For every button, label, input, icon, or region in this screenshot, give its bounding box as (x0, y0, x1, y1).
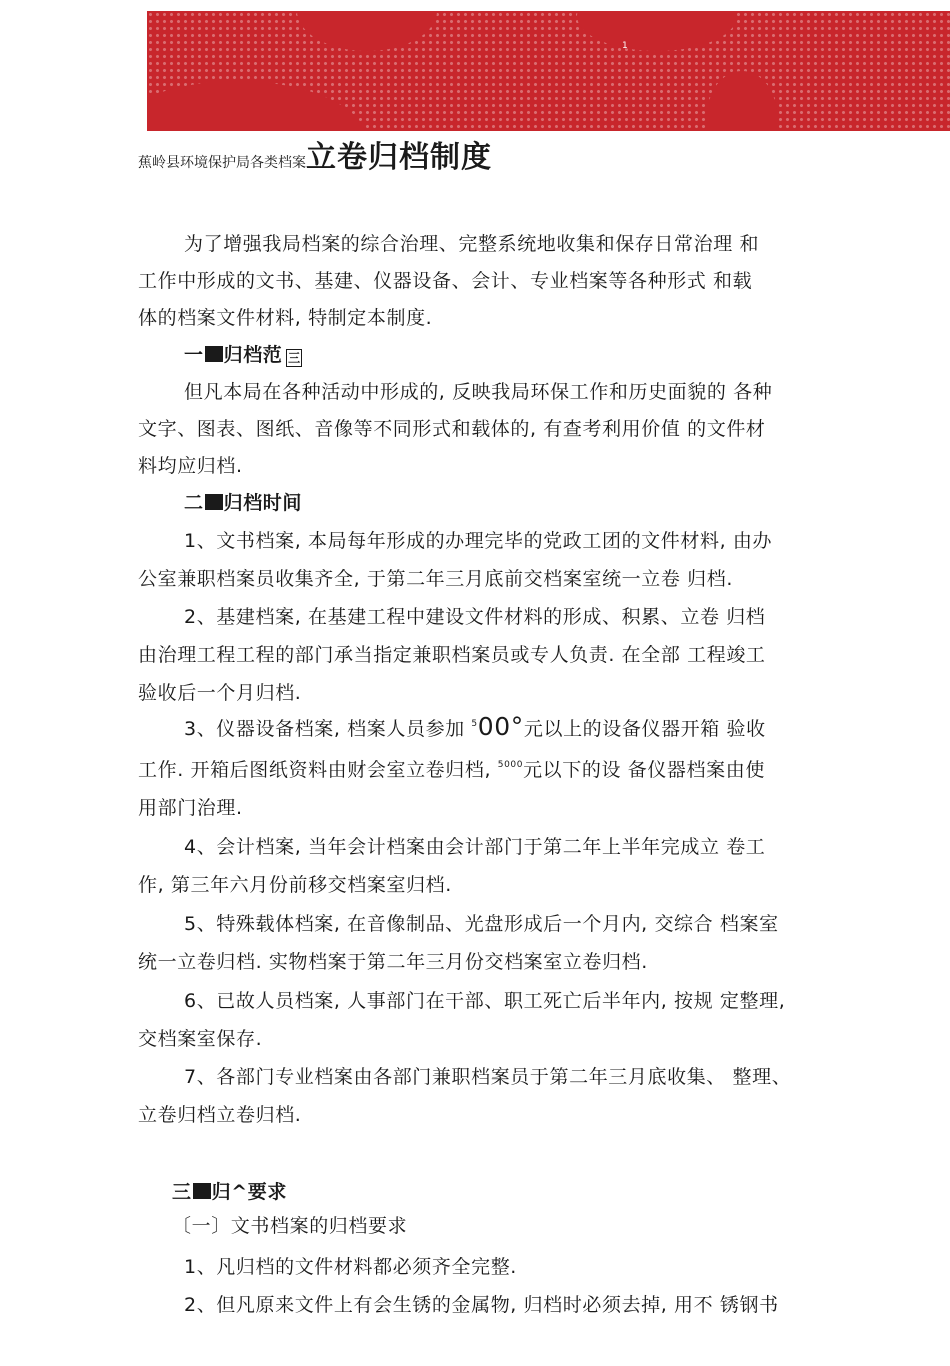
paragraph-line: 立卷归档立卷归档. (138, 1104, 302, 1126)
document-title (138, 132, 492, 176)
paragraph-line: 1、文书档案, 本局每年形成的办理完毕的党政工团的文件材料, 由办 (184, 530, 773, 552)
redaction-block (205, 346, 223, 362)
intro-line: 体的档案文件材料, 特制定本制度. (138, 307, 433, 329)
paragraph-line: 但凡本局在各种活动中形成的, 反映我局环保工作和历史面貌的 各种 (184, 381, 773, 403)
paragraph-line: 公室兼职档案员收集齐全, 于第二年三月底前交档案室统一立卷 归档. (138, 568, 733, 590)
title-prefix: 蕉岭县环境保护局各类档案 (138, 155, 306, 171)
paragraph-line: 1、凡归档的文件材料都必须齐全完整. (184, 1256, 517, 1278)
intro-line: 为了增强我局档案的综合治理、完整系统地收集和保存日常治理 和 (184, 233, 760, 255)
paragraph-line: 文字、图表、图纸、音像等不同形式和载体的, 有查考利用价值 的文件材 (138, 418, 766, 440)
paragraph-line: 2、基建档案, 在基建工程中建设文件材料的形成、积累、立卷 归档 (184, 606, 766, 628)
paragraph-line: 用部门治理. (138, 797, 243, 819)
title-main: 立卷归档制度 (306, 140, 492, 175)
paragraph-line: 验收后一个月归档. (138, 682, 302, 704)
section-heading-time: 二 归档时间 (184, 492, 303, 514)
section-heading-requirements: 三 归^要求 (172, 1181, 287, 1203)
paragraph-line: 4、会计档案, 当年会计档案由会计部门于第二年上半年完成立 卷工 (184, 836, 766, 858)
paragraph-line: 2、但凡原来文件上有会生锈的金属物, 归档时必须去掉, 用不 锈钢书 (184, 1294, 779, 1316)
intro-line: 工作中形成的文书、基建、仪器设备、会计、专业档案等各种形式 和载 (138, 270, 753, 292)
paragraph-line: 工作. 开箱后图纸资料由财会室立卷归档, $^{5000}$元以下的设 备仪器档案由使 (138, 759, 765, 781)
redaction-block (193, 1183, 211, 1199)
header-banner (147, 11, 950, 131)
paragraph-line: 统一立卷归档. 实物档案于第二年三月份交档案室立卷归档. (138, 951, 648, 973)
paragraph-line: 由治理工程工程的部门承当指定兼职档案员或专人负责. 在全部 工程竣工 (138, 644, 766, 666)
paragraph-line: 7、各部门专业档案由各部门兼职档案员于第二年三月底收集、 整理、 (184, 1066, 792, 1088)
boxed-glyph: 三 (288, 351, 301, 365)
section-heading-scope: 一 归档范 三 (184, 344, 301, 366)
paragraph-line: 作, 第三年六月份前移交档案室归档. (138, 874, 452, 896)
paragraph-line: 5、特殊载体档案, 在音像制品、光盘形成后一个月内, 交综合 档案室 (184, 913, 779, 935)
page-number: 1 (622, 41, 628, 51)
paragraph-line: 料均应归档. (138, 455, 243, 477)
paragraph-line: 交档案室保存. (138, 1028, 263, 1050)
paragraph-line: 3、仪器设备档案, 档案人员参加 $^5$00°元以上的设备仪器开箱 验收 (184, 712, 766, 741)
paragraph-line: 6、已故人员档案, 人事部门在干部、职工死亡后半年内, 按规 定整理, (184, 990, 786, 1012)
redaction-block (205, 494, 223, 510)
subsection-heading: 〔一〕文书档案的归档要求 (172, 1215, 408, 1237)
